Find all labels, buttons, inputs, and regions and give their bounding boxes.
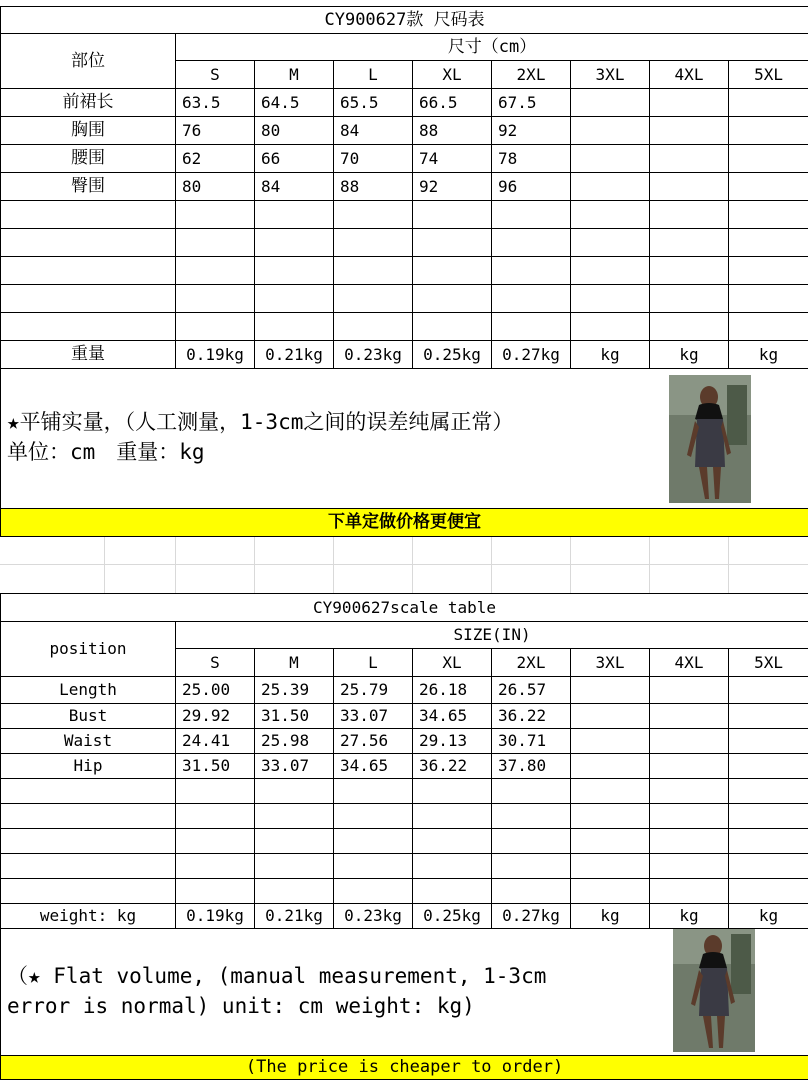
table-row bbox=[1, 677, 808, 704]
cell: 25.00 bbox=[176, 677, 255, 704]
en-row-label: Bust bbox=[1, 704, 176, 729]
weight-cell: kg bbox=[571, 341, 650, 369]
cn-weight-label: 重量 bbox=[1, 341, 176, 369]
en-size-header: SIZE(IN) bbox=[176, 622, 808, 649]
en-banner: (The price is cheaper to order) bbox=[1, 1056, 808, 1080]
weight-cell: 0.27kg bbox=[492, 904, 571, 929]
cn-size-l: L bbox=[334, 61, 413, 89]
en-size-m: M bbox=[255, 649, 334, 677]
cell: 30.71 bbox=[492, 729, 571, 754]
cn-size-m: M bbox=[255, 61, 334, 89]
model-photo-icon bbox=[669, 375, 751, 503]
cell: 36.22 bbox=[413, 754, 492, 779]
cell: 36.22 bbox=[492, 704, 571, 729]
cell: 31.50 bbox=[255, 704, 334, 729]
weight-cell: 0.21kg bbox=[255, 904, 334, 929]
cell bbox=[571, 173, 650, 201]
cell: 31.50 bbox=[176, 754, 255, 779]
cn-row-label: 腰围 bbox=[1, 145, 176, 173]
cell: 37.80 bbox=[492, 754, 571, 779]
cell bbox=[571, 729, 650, 754]
cn-note-cell bbox=[1, 369, 808, 509]
cell: 25.39 bbox=[255, 677, 334, 704]
table-row bbox=[1, 729, 808, 754]
cn-size-3xl: 3XL bbox=[571, 61, 650, 89]
weight-cell: 0.23kg bbox=[334, 341, 413, 369]
en-size-2xl: 2XL bbox=[492, 649, 571, 677]
empty-row bbox=[1, 854, 808, 879]
cell: 66.5 bbox=[413, 89, 492, 117]
cn-note-line2: 单位：cm 重量：kg bbox=[7, 440, 205, 464]
cell: 88 bbox=[413, 117, 492, 145]
empty-row bbox=[1, 879, 808, 904]
weight-cell: 0.23kg bbox=[334, 904, 413, 929]
en-size-4xl: 4XL bbox=[650, 649, 729, 677]
cell bbox=[650, 145, 729, 173]
en-note-cell bbox=[1, 929, 808, 1056]
weight-cell: 0.19kg bbox=[176, 904, 255, 929]
cell bbox=[571, 89, 650, 117]
en-size-s: S bbox=[176, 649, 255, 677]
cn-row-label: 前裙长 bbox=[1, 89, 176, 117]
cell bbox=[729, 173, 808, 201]
cn-note-line1: ★平铺实量，（人工测量，1-3cm之间的误差纯属正常） bbox=[7, 410, 514, 434]
cell bbox=[729, 89, 808, 117]
weight-cell: 0.25kg bbox=[413, 904, 492, 929]
cell bbox=[650, 117, 729, 145]
cell bbox=[650, 89, 729, 117]
cn-row-label: 臀围 bbox=[1, 173, 176, 201]
weight-cell: kg bbox=[650, 341, 729, 369]
cell: 34.65 bbox=[334, 754, 413, 779]
spreadsheet-gap bbox=[0, 537, 808, 593]
cell bbox=[571, 704, 650, 729]
table-row bbox=[1, 173, 808, 201]
cell: 26.18 bbox=[413, 677, 492, 704]
en-row-label: Length bbox=[1, 677, 176, 704]
empty-row bbox=[1, 257, 808, 285]
cell bbox=[729, 145, 808, 173]
cell: 80 bbox=[255, 117, 334, 145]
empty-row bbox=[1, 313, 808, 341]
en-row-label: Hip bbox=[1, 754, 176, 779]
cell bbox=[650, 754, 729, 779]
cell: 33.07 bbox=[255, 754, 334, 779]
en-size-3xl: 3XL bbox=[571, 649, 650, 677]
cn-position-header: 部位 bbox=[1, 34, 176, 89]
weight-cell: 0.21kg bbox=[255, 341, 334, 369]
empty-row bbox=[1, 229, 808, 257]
en-size-xl: XL bbox=[413, 649, 492, 677]
cell: 84 bbox=[334, 117, 413, 145]
cell: 29.13 bbox=[413, 729, 492, 754]
cn-row-label: 胸围 bbox=[1, 117, 176, 145]
table-row bbox=[1, 89, 808, 117]
table-row bbox=[1, 117, 808, 145]
cell bbox=[729, 677, 808, 704]
cell bbox=[571, 117, 650, 145]
cn-size-xl: XL bbox=[413, 61, 492, 89]
en-row-label: Waist bbox=[1, 729, 176, 754]
weight-row bbox=[1, 904, 808, 929]
cell: 63.5 bbox=[176, 89, 255, 117]
cell bbox=[729, 754, 808, 779]
model-photo-icon bbox=[673, 929, 755, 1054]
cell: 65.5 bbox=[334, 89, 413, 117]
table-row bbox=[1, 145, 808, 173]
cell bbox=[650, 677, 729, 704]
cell: 92 bbox=[413, 173, 492, 201]
cell: 78 bbox=[492, 145, 571, 173]
cell: 92 bbox=[492, 117, 571, 145]
cn-size-2xl: 2XL bbox=[492, 61, 571, 89]
weight-cell: 0.19kg bbox=[176, 341, 255, 369]
empty-row bbox=[1, 201, 808, 229]
cell bbox=[650, 704, 729, 729]
table-row bbox=[1, 704, 808, 729]
empty-row bbox=[1, 285, 808, 313]
cn-banner: 下单定做价格更便宜 bbox=[1, 509, 808, 537]
cn-size-4xl: 4XL bbox=[650, 61, 729, 89]
en-size-5xl: 5XL bbox=[729, 649, 808, 677]
cell: 84 bbox=[255, 173, 334, 201]
en-table-title: CY900627scale table bbox=[1, 594, 808, 622]
cell: 96 bbox=[492, 173, 571, 201]
cell: 25.98 bbox=[255, 729, 334, 754]
cell bbox=[571, 145, 650, 173]
cell: 62 bbox=[176, 145, 255, 173]
cell: 27.56 bbox=[334, 729, 413, 754]
cell bbox=[650, 173, 729, 201]
cell bbox=[571, 677, 650, 704]
cell bbox=[729, 704, 808, 729]
empty-row bbox=[1, 804, 808, 829]
en-size-table bbox=[0, 593, 808, 1080]
cell: 25.79 bbox=[334, 677, 413, 704]
weight-cell: 0.27kg bbox=[492, 341, 571, 369]
weight-cell: 0.25kg bbox=[413, 341, 492, 369]
cell: 66 bbox=[255, 145, 334, 173]
cell: 26.57 bbox=[492, 677, 571, 704]
weight-cell: kg bbox=[729, 341, 808, 369]
cell: 33.07 bbox=[334, 704, 413, 729]
cn-size-table bbox=[0, 6, 808, 537]
cell: 70 bbox=[334, 145, 413, 173]
cn-note bbox=[7, 407, 513, 467]
empty-row bbox=[1, 829, 808, 854]
cell: 74 bbox=[413, 145, 492, 173]
cell: 76 bbox=[176, 117, 255, 145]
cell: 34.65 bbox=[413, 704, 492, 729]
cell: 24.41 bbox=[176, 729, 255, 754]
cn-size-5xl: 5XL bbox=[729, 61, 808, 89]
weight-row bbox=[1, 341, 808, 369]
en-note: （★ Flat volume, (manual measurement, 1-3cm error is normal) unit: cm weight: kg) bbox=[7, 964, 547, 1018]
cn-size-header: 尺寸（cm） bbox=[176, 34, 808, 61]
cn-table-title: CY900627款 尺码表 bbox=[1, 7, 808, 34]
weight-cell: kg bbox=[571, 904, 650, 929]
en-weight-label: weight: kg bbox=[1, 904, 176, 929]
cell: 80 bbox=[176, 173, 255, 201]
cell bbox=[729, 117, 808, 145]
cell: 67.5 bbox=[492, 89, 571, 117]
cell bbox=[571, 754, 650, 779]
en-size-l: L bbox=[334, 649, 413, 677]
cell: 29.92 bbox=[176, 704, 255, 729]
en-position-header: position bbox=[1, 622, 176, 677]
weight-cell: kg bbox=[650, 904, 729, 929]
cn-size-s: S bbox=[176, 61, 255, 89]
cell: 64.5 bbox=[255, 89, 334, 117]
weight-cell: kg bbox=[729, 904, 808, 929]
empty-row bbox=[1, 779, 808, 804]
cell: 88 bbox=[334, 173, 413, 201]
cell bbox=[650, 729, 729, 754]
table-row bbox=[1, 754, 808, 779]
cell bbox=[729, 729, 808, 754]
